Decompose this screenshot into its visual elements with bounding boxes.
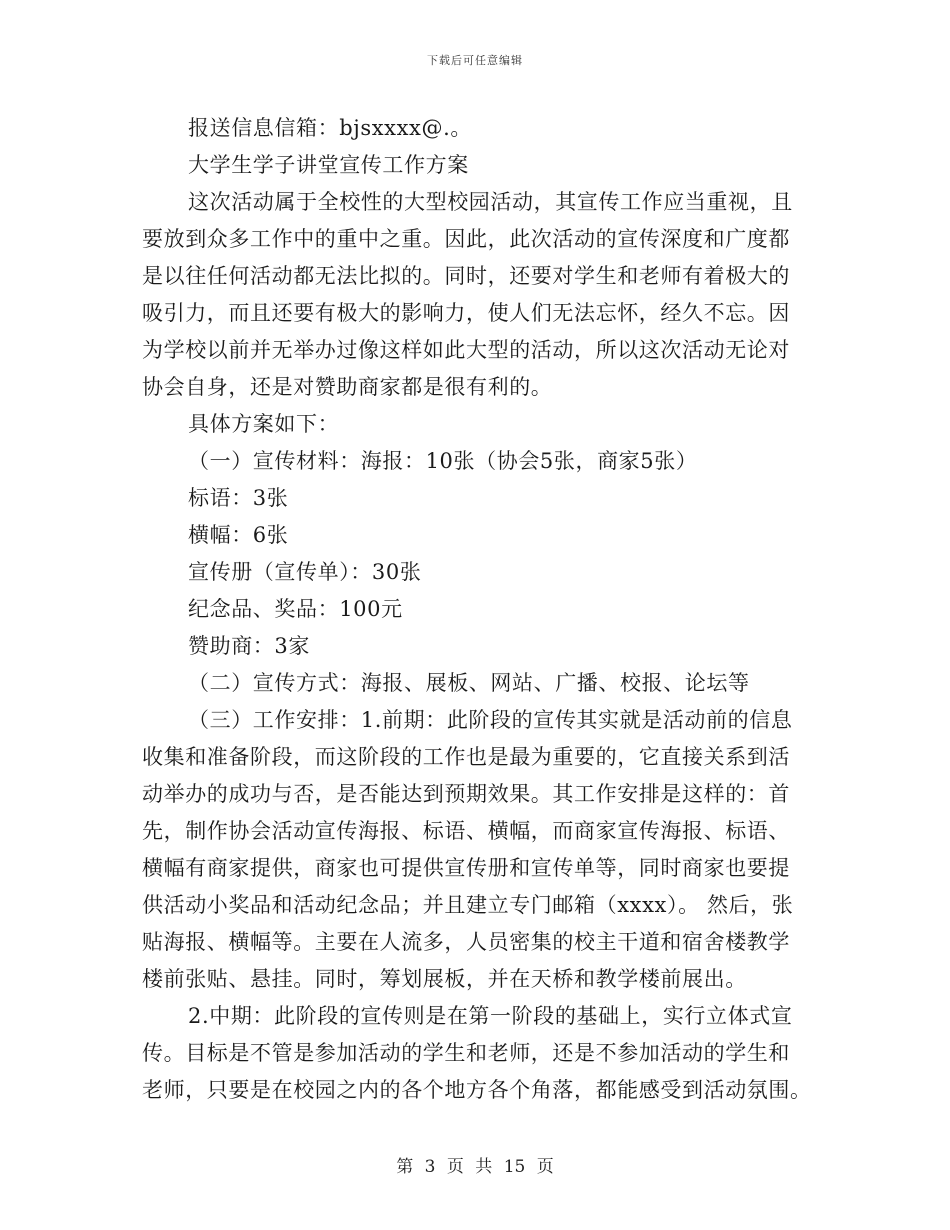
text-line: 横幅有商家提供，商家也可提供宣传册和宣传单等，同时商家也要提 [142, 856, 790, 880]
text-line: 收集和准备阶段，而这阶段的工作也是最为重要的，它直接关系到活 [142, 745, 790, 769]
text-line: （三）工作安排：1.前期：此阶段的宣传其实就是活动前的信息 [188, 708, 793, 732]
text-line: 动举办的成功与否，是否能达到预期效果。其工作安排是这样的：首 [142, 782, 790, 806]
text-line: 横幅：6张 [188, 523, 289, 547]
text-line: 楼前张贴、悬挂。同时，筹划展板，并在天桥和教学楼前展出。 [142, 967, 747, 991]
text-line: 协会自身，还是对赞助商家都是很有利的。 [142, 375, 553, 399]
text-line: 大学生学子讲堂宣传工作方案 [188, 153, 469, 177]
text-line: 标语：3张 [188, 486, 289, 510]
text-line: 具体方案如下： [188, 412, 340, 436]
text-line: 这次活动属于全校性的大型校园活动，其宣传工作应当重视，且 [188, 190, 793, 214]
text-line: 是以往任何活动都无法比拟的。同时，还要对学生和老师有着极大的 [142, 264, 790, 288]
text-line: 老师，只要是在校园之内的各个地方各个角落，都能感受到活动氛围。 [142, 1078, 812, 1102]
text-line: （二）宣传方式：海报、展板、网站、广播、校报、论坛等 [188, 671, 750, 695]
text-line: 先，制作协会活动宣传海报、标语、横幅，而商家宣传海报、标语、 [142, 819, 790, 843]
document-body [142, 110, 812, 1109]
page-header: 下载后可任意编辑 [427, 54, 523, 67]
text-line: 为学校以前并无举办过像这样如此大型的活动，所以这次活动无论对 [142, 338, 790, 362]
text-line: 贴海报、横幅等。主要在人流多，人员密集的校主干道和宿舍楼教学 [142, 930, 790, 954]
text-line: 赞助商：3家 [188, 634, 310, 658]
text-line: 宣传册（宣传单）：30张 [188, 560, 422, 584]
text-line: 供活动小奖品和活动纪念品；并且建立专门邮箱（xxxx）。 然后，张 [142, 893, 794, 917]
text-line: （一）宣传材料：海报：10张（协会5张，商家5张） [188, 449, 698, 473]
text-line: 要放到众多工作中的重中之重。因此，此次活动的宣传深度和广度都 [142, 227, 790, 251]
text-line: 纪念品、奖品：100元 [188, 597, 403, 621]
text-line: 吸引力，而且还要有极大的影响力，使人们无法忘怀，经久不忘。因 [142, 301, 790, 325]
text-line: 报送信息信箱：bjsxxxx@.。 [188, 116, 472, 140]
text-line: 传。目标是不管是参加活动的学生和老师，还是不参加活动的学生和 [142, 1041, 790, 1065]
text-line: 2.中期：此阶段的宣传则是在第一阶段的基础上，实行立体式宣 [188, 1004, 793, 1028]
page-footer: 第 3 页 共 15 页 [396, 1157, 554, 1177]
